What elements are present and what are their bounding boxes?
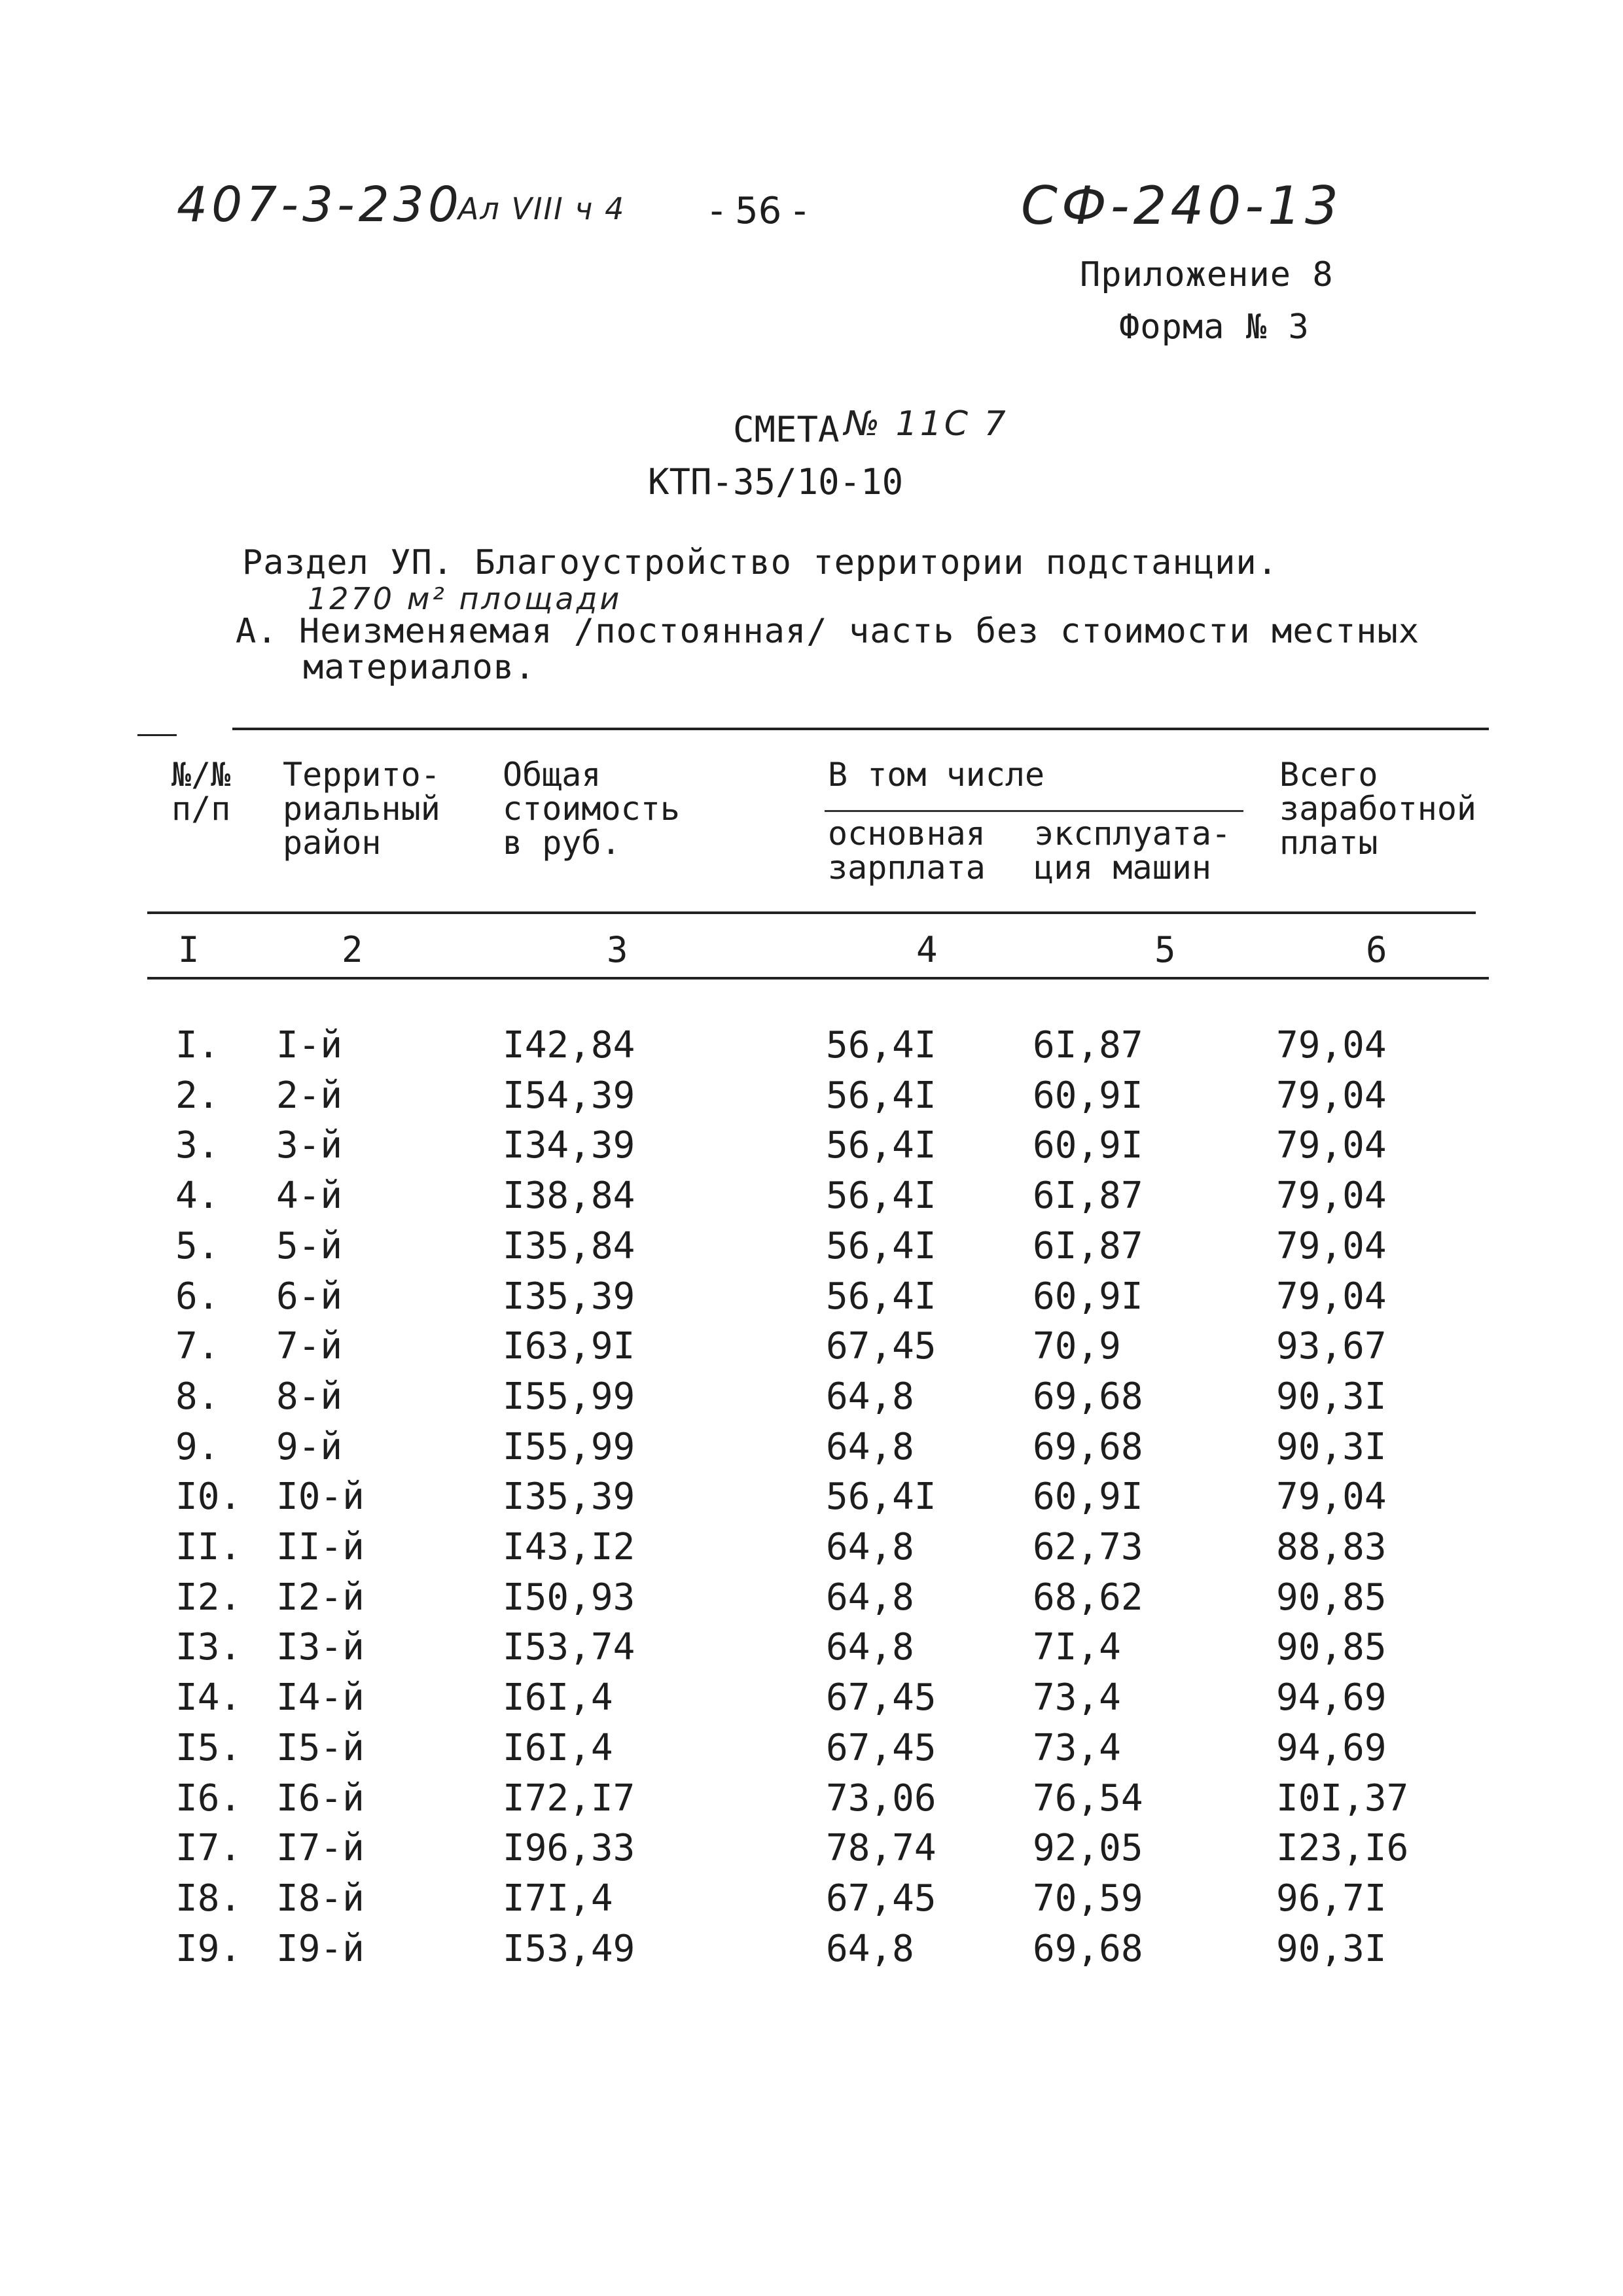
machine-operation-cell: 69,68 bbox=[1033, 1927, 1143, 1970]
base-salary-cell: 67,45 bbox=[826, 1726, 936, 1769]
total-wages-cell: 90,3I bbox=[1276, 1927, 1387, 1970]
machine-operation-cell: 76,54 bbox=[1033, 1776, 1143, 1820]
machine-operation-cell: 60,9I bbox=[1033, 1124, 1143, 1167]
total-cost-cell: I72,I7 bbox=[503, 1776, 635, 1820]
machine-operation-cell: 70,59 bbox=[1033, 1877, 1143, 1920]
total-wages-cell: I0I,37 bbox=[1276, 1776, 1409, 1820]
header-line: в руб. bbox=[503, 824, 621, 862]
total-wages-cell: 94,69 bbox=[1276, 1676, 1387, 1720]
total-cost-cell: I35,84 bbox=[503, 1224, 635, 1267]
table-row bbox=[0, 1024, 1623, 1074]
machine-operation-cell: 69,68 bbox=[1033, 1425, 1143, 1468]
table-row bbox=[0, 1526, 1623, 1576]
base-salary-cell: 67,45 bbox=[826, 1877, 936, 1920]
machine-operation-cell: 60,9I bbox=[1033, 1475, 1143, 1519]
total-cost-cell: I38,84 bbox=[503, 1174, 635, 1218]
table-row bbox=[0, 1475, 1623, 1525]
table-row bbox=[0, 1074, 1623, 1124]
column-header-number bbox=[171, 758, 230, 826]
base-salary-cell: 64,8 bbox=[826, 1927, 914, 1970]
header-line: Террито- bbox=[283, 756, 440, 794]
total-cost-cell: I50,93 bbox=[503, 1576, 635, 1619]
base-salary-cell: 73,06 bbox=[826, 1776, 936, 1820]
header-line: платы bbox=[1279, 824, 1378, 862]
header-line: заработной bbox=[1279, 790, 1477, 828]
machine-operation-cell: 69,68 bbox=[1033, 1375, 1143, 1418]
column-number: 2 bbox=[342, 929, 363, 970]
base-salary-cell: 56,4I bbox=[826, 1174, 936, 1218]
territorial-region-cell: I3-й bbox=[276, 1626, 365, 1669]
row-number-cell: I6. bbox=[175, 1776, 242, 1820]
total-wages-cell: 90,3I bbox=[1276, 1375, 1387, 1418]
table-row bbox=[0, 1124, 1623, 1174]
table-row bbox=[0, 1375, 1623, 1425]
total-wages-cell: 79,04 bbox=[1276, 1475, 1387, 1519]
table-row bbox=[0, 1426, 1623, 1475]
header-line: основная bbox=[828, 815, 986, 853]
document-code-note: Ал VIII ч 4 bbox=[458, 191, 626, 226]
row-number-cell: 4. bbox=[175, 1174, 220, 1218]
column-number: 6 bbox=[1366, 929, 1387, 970]
column-header-base-salary bbox=[828, 817, 986, 885]
territorial-region-cell: 7-й bbox=[276, 1325, 343, 1368]
row-number-cell: I2. bbox=[175, 1576, 242, 1619]
machine-operation-cell: 6I,87 bbox=[1033, 1024, 1143, 1067]
total-wages-cell: 79,04 bbox=[1276, 1224, 1387, 1267]
total-cost-cell: I55,99 bbox=[503, 1375, 635, 1418]
machine-operation-cell: 62,73 bbox=[1033, 1526, 1143, 1568]
base-salary-cell: 56,4I bbox=[826, 1275, 936, 1318]
column-header-total-cost bbox=[503, 758, 680, 860]
total-cost-cell: I42,84 bbox=[503, 1024, 635, 1067]
territorial-region-cell: I9-й bbox=[276, 1927, 365, 1970]
table-row bbox=[0, 1174, 1623, 1224]
base-salary-cell: 56,4I bbox=[826, 1124, 936, 1167]
appendix-label: Приложение 8 bbox=[1080, 255, 1334, 294]
machine-operation-cell: 60,9I bbox=[1033, 1074, 1143, 1117]
table-row bbox=[0, 1827, 1623, 1877]
table-row bbox=[0, 1225, 1623, 1275]
total-cost-cell: I63,9I bbox=[503, 1325, 635, 1368]
header-line: район bbox=[283, 824, 382, 862]
base-salary-cell: 56,4I bbox=[826, 1074, 936, 1117]
table-row bbox=[0, 1877, 1623, 1927]
estimate-subtitle: КТП-35/10-10 bbox=[648, 461, 904, 503]
form-number: Форма № 3 bbox=[1119, 308, 1310, 347]
total-wages-cell: 90,85 bbox=[1276, 1576, 1387, 1619]
page-number: - 56 - bbox=[710, 190, 807, 232]
total-wages-cell: I23,I6 bbox=[1276, 1827, 1409, 1870]
machine-operation-cell: 73,4 bbox=[1033, 1726, 1121, 1769]
total-cost-cell: I54,39 bbox=[503, 1074, 635, 1117]
base-salary-cell: 64,8 bbox=[826, 1576, 914, 1619]
total-cost-cell: I35,39 bbox=[503, 1475, 635, 1519]
territorial-region-cell: 5-й bbox=[276, 1224, 343, 1267]
total-cost-cell: I55,99 bbox=[503, 1425, 635, 1468]
row-number-cell: I0. bbox=[175, 1475, 242, 1519]
column-number: I bbox=[178, 929, 200, 970]
row-number-cell: I5. bbox=[175, 1726, 242, 1769]
total-wages-cell: 90,3I bbox=[1276, 1425, 1387, 1468]
total-wages-cell: 79,04 bbox=[1276, 1124, 1387, 1167]
header-line: ция машин bbox=[1034, 849, 1211, 887]
territorial-region-cell: 6-й bbox=[276, 1275, 343, 1318]
row-number-cell: I4. bbox=[175, 1676, 242, 1720]
total-wages-cell: 79,04 bbox=[1276, 1275, 1387, 1318]
total-cost-cell: I34,39 bbox=[503, 1124, 635, 1167]
column-number: 3 bbox=[607, 929, 628, 970]
estimate-number: № 11С 7 bbox=[844, 404, 1008, 444]
machine-operation-cell: 6I,87 bbox=[1033, 1224, 1143, 1267]
header-line: Всего bbox=[1279, 756, 1378, 794]
section-area-note: 1270 м² площади bbox=[308, 581, 622, 616]
column-header-total-wages bbox=[1279, 758, 1476, 860]
row-number-cell: 3. bbox=[175, 1124, 220, 1167]
territorial-region-cell: I4-й bbox=[276, 1676, 365, 1720]
table-row bbox=[0, 1576, 1623, 1626]
total-wages-cell: 90,85 bbox=[1276, 1626, 1387, 1669]
machine-operation-cell: 60,9I bbox=[1033, 1275, 1143, 1318]
table-row bbox=[0, 1777, 1623, 1827]
header-line: эксплуата- bbox=[1034, 815, 1232, 853]
territorial-region-cell: I5-й bbox=[276, 1726, 365, 1769]
territorial-region-cell: 8-й bbox=[276, 1375, 343, 1418]
machine-operation-cell: 7I,4 bbox=[1033, 1626, 1121, 1669]
territorial-region-cell: 4-й bbox=[276, 1174, 343, 1218]
machine-operation-cell: 68,62 bbox=[1033, 1576, 1143, 1619]
row-number-cell: 8. bbox=[175, 1375, 220, 1418]
territorial-region-cell: I0-й bbox=[276, 1475, 365, 1519]
base-salary-cell: 56,4I bbox=[826, 1024, 936, 1067]
machine-operation-cell: 73,4 bbox=[1033, 1676, 1121, 1720]
row-number-cell: 6. bbox=[175, 1275, 220, 1318]
territorial-region-cell: I6-й bbox=[276, 1776, 365, 1820]
total-cost-cell: I6I,4 bbox=[503, 1676, 613, 1720]
table-row bbox=[0, 1676, 1623, 1726]
machine-operation-cell: 70,9 bbox=[1033, 1325, 1121, 1368]
table-row bbox=[0, 1928, 1623, 1977]
total-cost-cell: I35,39 bbox=[503, 1275, 635, 1318]
document-code: 407-3-230 bbox=[177, 177, 463, 233]
table-row bbox=[0, 1626, 1623, 1676]
row-number-cell: I9. bbox=[175, 1927, 242, 1970]
base-salary-cell: 56,4I bbox=[826, 1475, 936, 1519]
column-header-region bbox=[283, 758, 440, 860]
row-number-cell: I. bbox=[175, 1024, 220, 1067]
territorial-region-cell: 2-й bbox=[276, 1074, 343, 1117]
header-line: риальный bbox=[283, 790, 440, 828]
row-number-cell: 7. bbox=[175, 1325, 220, 1368]
table-row bbox=[0, 1727, 1623, 1776]
row-number-cell: 9. bbox=[175, 1425, 220, 1468]
header-line: п/п bbox=[171, 790, 231, 828]
territorial-region-cell: I8-й bbox=[276, 1877, 365, 1920]
total-cost-cell: I53,74 bbox=[503, 1626, 635, 1669]
territorial-region-cell: II-й bbox=[276, 1526, 365, 1568]
territorial-region-cell: I-й bbox=[276, 1024, 343, 1067]
territorial-region-cell: 9-й bbox=[276, 1425, 343, 1468]
base-salary-cell: 64,8 bbox=[826, 1425, 914, 1468]
base-salary-cell: 56,4I bbox=[826, 1224, 936, 1267]
part-description-line-2: материалов. bbox=[303, 648, 536, 687]
base-salary-cell: 67,45 bbox=[826, 1676, 936, 1720]
section-title: Раздел УП. Благоустройство территории подстанции. bbox=[242, 543, 1279, 582]
part-description-line-1: А. Неизменяемая /постоянная/ часть без стоимости местных bbox=[236, 612, 1420, 651]
total-wages-cell: 96,7I bbox=[1276, 1877, 1387, 1920]
row-number-cell: I3. bbox=[175, 1626, 242, 1669]
machine-operation-cell: 92,05 bbox=[1033, 1827, 1143, 1870]
header-line: №/№ bbox=[171, 756, 231, 794]
sheet-code: СФ-240-13 bbox=[1021, 175, 1342, 236]
machine-operation-cell: 6I,87 bbox=[1033, 1174, 1143, 1218]
total-wages-cell: 93,67 bbox=[1276, 1325, 1387, 1368]
row-number-cell: I7. bbox=[175, 1827, 242, 1870]
table-row bbox=[0, 1275, 1623, 1325]
territorial-region-cell: I7-й bbox=[276, 1827, 365, 1870]
base-salary-cell: 78,74 bbox=[826, 1827, 936, 1870]
row-number-cell: II. bbox=[175, 1526, 242, 1568]
table-rule-top-short bbox=[137, 734, 177, 736]
total-cost-cell: I96,33 bbox=[503, 1827, 635, 1870]
territorial-region-cell: I2-й bbox=[276, 1576, 365, 1619]
table-rule-numbers-bottom bbox=[147, 977, 1489, 980]
total-wages-cell: 79,04 bbox=[1276, 1174, 1387, 1218]
column-number: 4 bbox=[916, 929, 938, 970]
table-rule-header-bottom bbox=[147, 911, 1476, 914]
estimate-title: СМЕТА bbox=[733, 409, 840, 450]
total-cost-cell: I7I,4 bbox=[503, 1877, 613, 1920]
header-line: Общая bbox=[503, 756, 601, 794]
column-header-including: В том числе bbox=[828, 756, 1045, 794]
base-salary-cell: 64,8 bbox=[826, 1526, 914, 1568]
column-header-machine-operation bbox=[1034, 817, 1231, 885]
base-salary-cell: 67,45 bbox=[826, 1325, 936, 1368]
total-cost-cell: I43,I2 bbox=[503, 1526, 635, 1568]
total-wages-cell: 79,04 bbox=[1276, 1024, 1387, 1067]
table-rule-top bbox=[232, 728, 1489, 730]
base-salary-cell: 64,8 bbox=[826, 1626, 914, 1669]
table-row bbox=[0, 1325, 1623, 1375]
total-wages-cell: 94,69 bbox=[1276, 1726, 1387, 1769]
row-number-cell: 2. bbox=[175, 1074, 220, 1117]
total-cost-cell: I53,49 bbox=[503, 1927, 635, 1970]
total-wages-cell: 79,04 bbox=[1276, 1074, 1387, 1117]
base-salary-cell: 64,8 bbox=[826, 1375, 914, 1418]
total-cost-cell: I6I,4 bbox=[503, 1726, 613, 1769]
territorial-region-cell: 3-й bbox=[276, 1124, 343, 1167]
row-number-cell: 5. bbox=[175, 1224, 220, 1267]
table-rule-subheader bbox=[825, 810, 1243, 812]
header-line: стоимость bbox=[503, 790, 680, 828]
header-line: зарплата bbox=[828, 849, 986, 887]
column-number: 5 bbox=[1154, 929, 1176, 970]
total-wages-cell: 88,83 bbox=[1276, 1526, 1387, 1568]
row-number-cell: I8. bbox=[175, 1877, 242, 1920]
